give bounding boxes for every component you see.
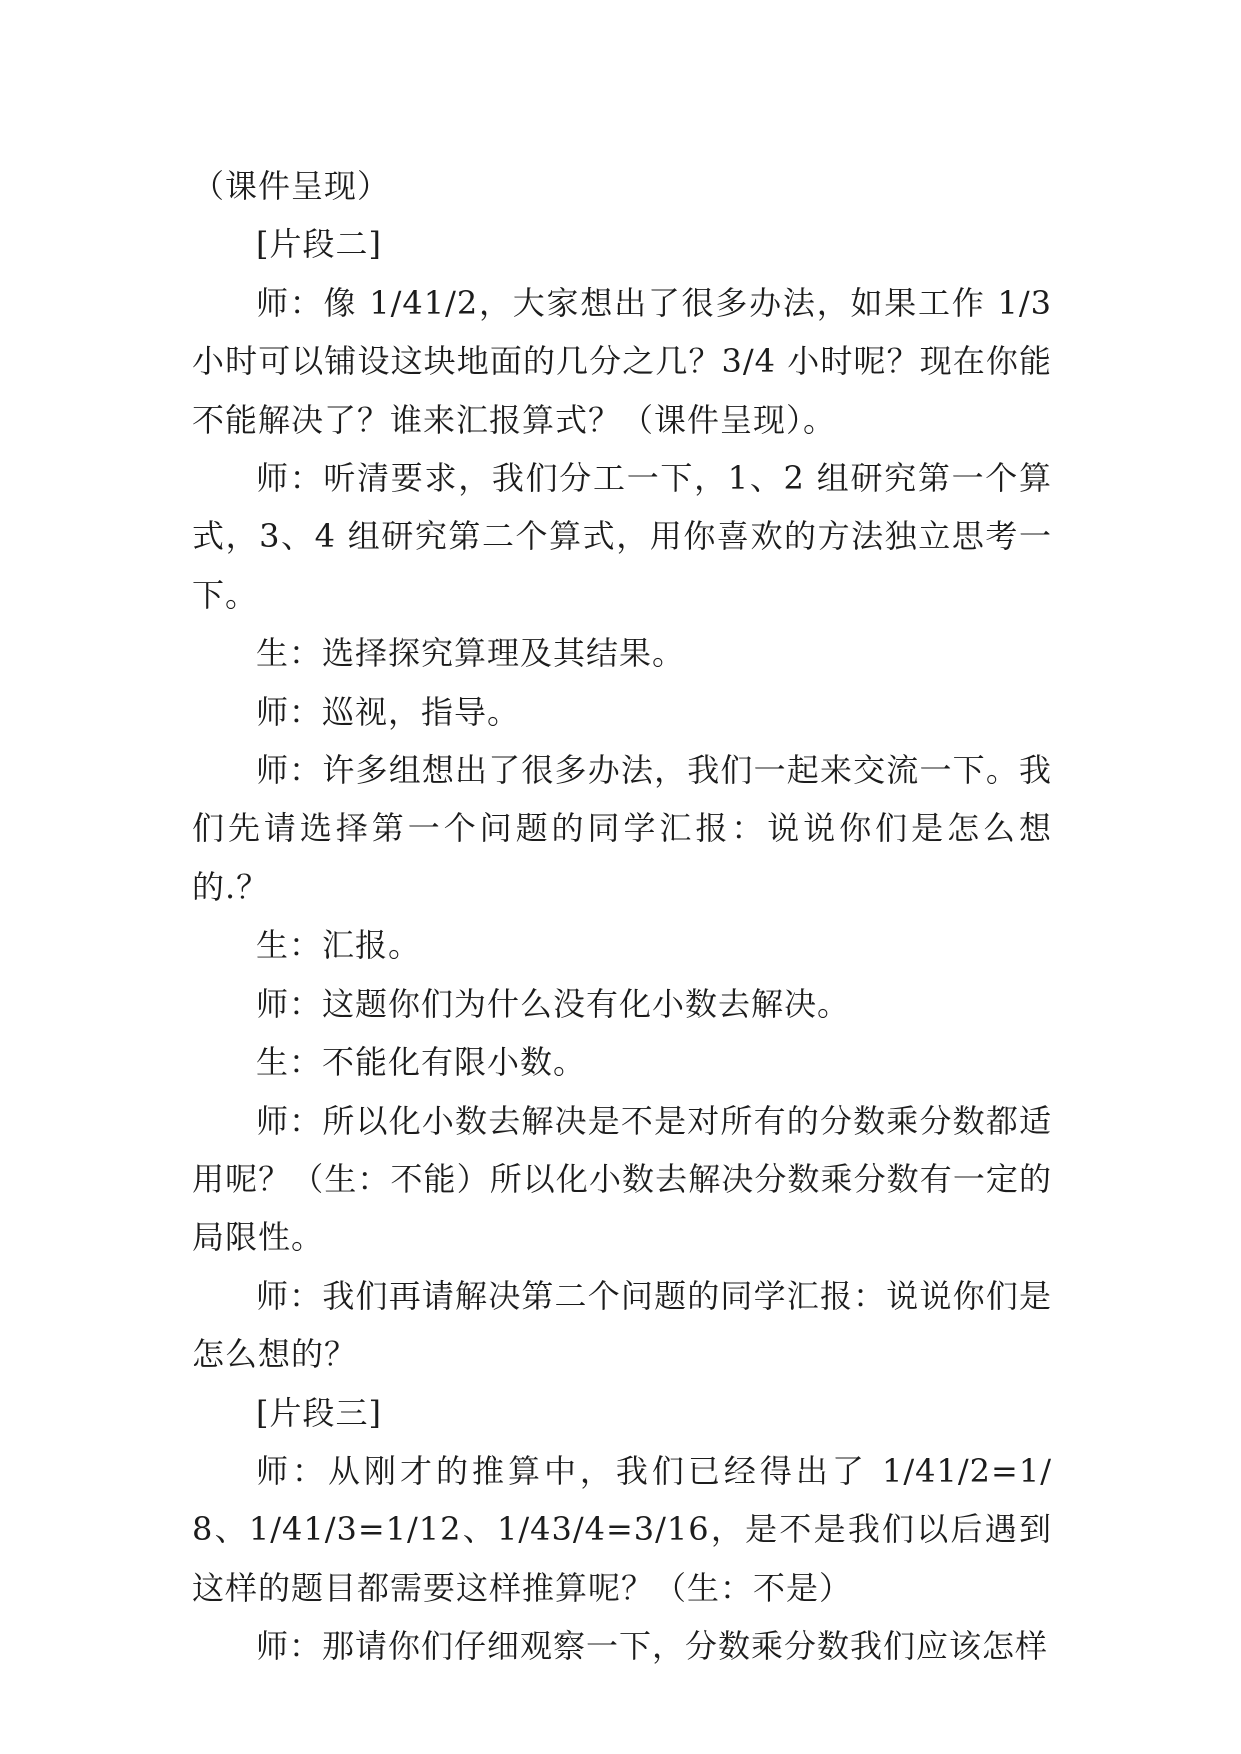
paragraph: 师：从刚才的推算中，我们已经得出了 1/41/2=1/8、1/41/3=1/12、1/43/4=3/16，是不是我们以后遇到这样的题目都需要这样推算呢？（生：不是） [192,1451,1052,1607]
paragraph: 师：这题你们为什么没有化小数去解决。 [256,984,851,1023]
section-heading: [片段三] [256,1393,382,1432]
paragraph: 生：不能化有限小数。 [256,1043,587,1082]
paragraph: 师：听清要求，我们分工一下，1、2 组研究第一个算式，3、4 组研究第二个算式，用你喜欢的方法独立思考一下。 [192,459,1052,614]
paragraph: 师：那请你们仔细观察一下，分数乘分数我们应该怎样 [256,1627,1049,1666]
paragraph: 师：我们再请解决第二个问题的同学汇报：说说你们是怎么想的？ [192,1276,1052,1374]
paragraph: （课件呈现） [192,167,391,205]
paragraph: 生：汇报。 [256,926,422,965]
paragraph: 师：所以化小数去解决是不是对所有的分数乘分数都适用呢？（生：不能）所以化小数去解决分数乘分数有一定的局限性。 [192,1101,1052,1257]
paragraph: 师：巡视，指导。 [256,692,521,731]
paragraph: 师：许多组想出了很多办法，我们一起来交流一下。我们先请选择第一个问题的同学汇报：说说你们是怎么想的.？ [192,751,1052,906]
paragraph: 生：选择探究算理及其结果。 [256,634,686,673]
document-body [192,157,1052,1676]
section-heading: [片段二] [256,225,382,264]
paragraph: 师：像 1/41/2，大家想出了很多办法，如果工作 1/3 小时可以铺设这块地面的几分之几？3/4 小时呢？现在你能不能解决了？谁来汇报算式？（课件呈现）。 [192,283,1052,439]
